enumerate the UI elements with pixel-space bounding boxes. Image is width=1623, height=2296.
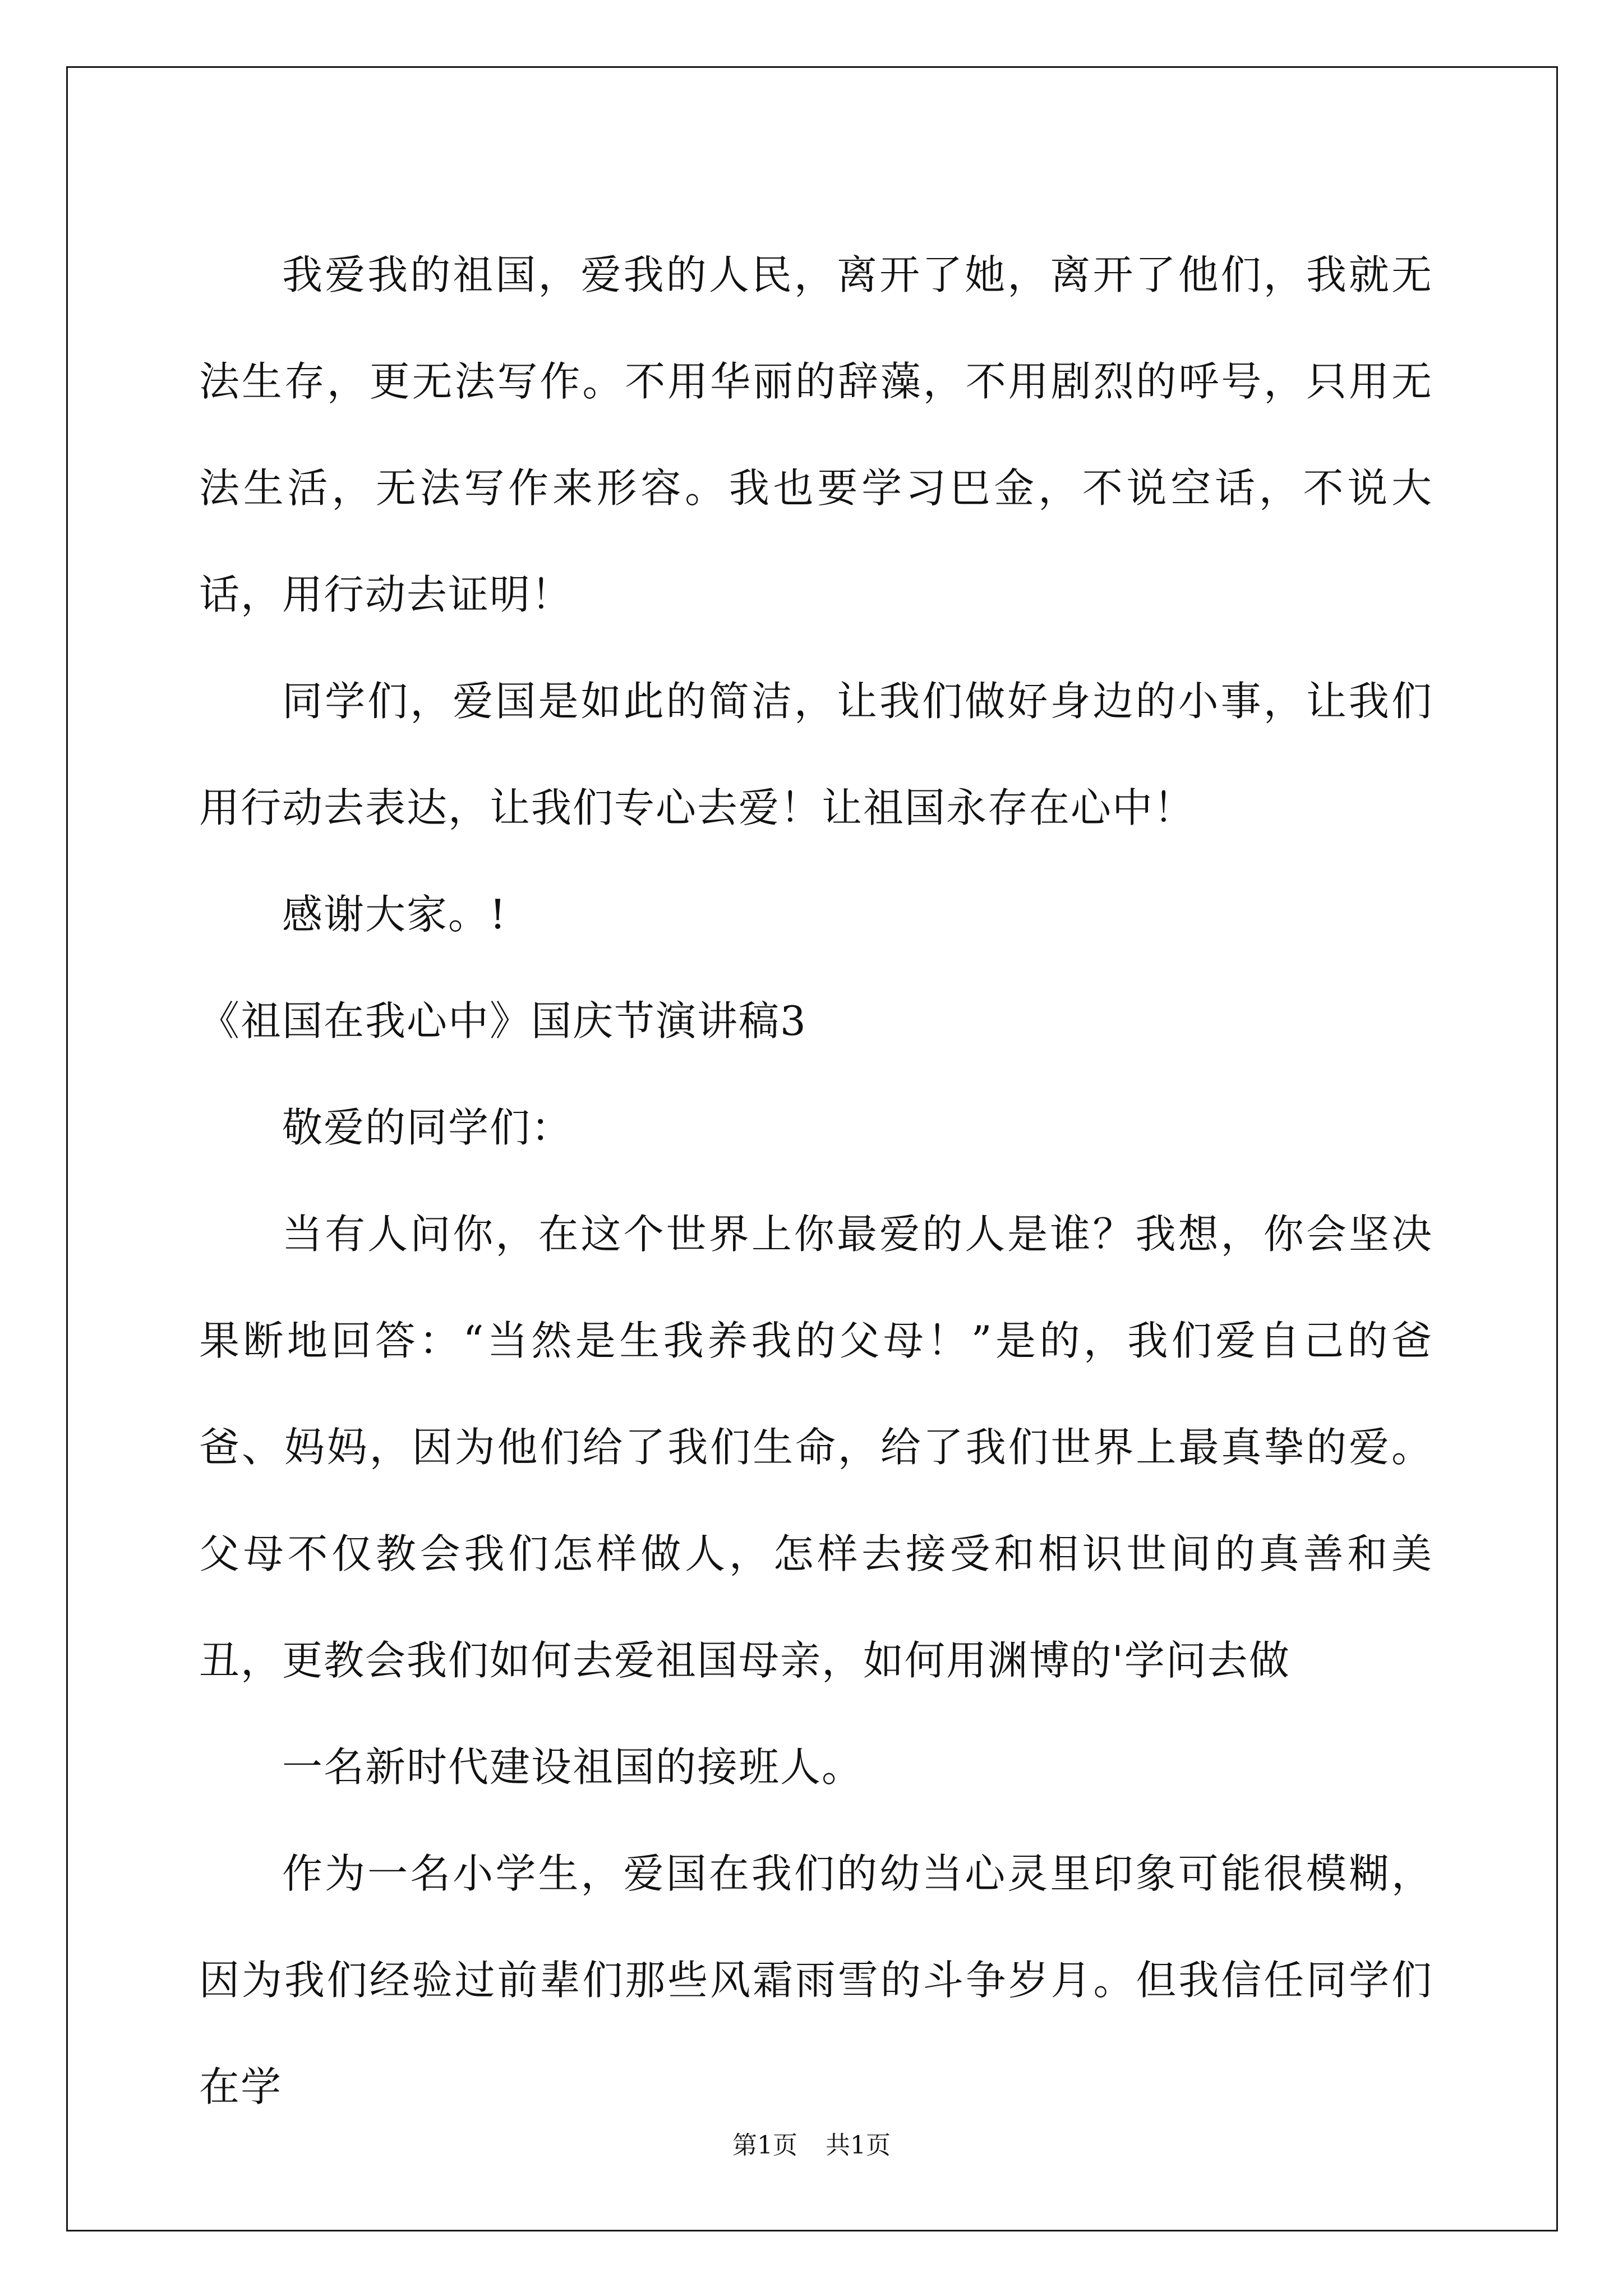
paragraph-parents: 当有人问你，在这个世界上你最爱的人是谁？我想，你会坚决果断地回答：“当然是生我养我的父母！”是的，我们爱自己的爸爸、妈妈，因为他们给了我们生命，给了我们世界上最真挚的爱。父母不仅教会我们怎样做人，怎样去接受和相识世间的真善和美丑，更教会我们如何去爱祖国母亲，如何用渊博的'学问去做 (199, 1211, 1433, 1684)
section-heading: 《祖国在我心中》国庆节演讲稿3 (199, 997, 807, 1045)
page-footer (0, 2129, 1623, 2162)
document-body (199, 222, 1433, 2140)
paragraph-salutation: 敬爱的同学们： (282, 1104, 573, 1151)
paragraph-classmates-love: 同学们，爱国是如此的简洁，让我们做好身边的小事，让我们用行动去表达，让我们专心去爱！让祖国永存在心中！ (199, 678, 1433, 831)
paragraph-successor: 一名新时代建设祖国的接班人。 (282, 1743, 864, 1791)
paragraph-thanks: 感谢大家。! (282, 891, 507, 938)
page-number: 第1页 (732, 2131, 797, 2160)
paragraph-patriotism-writing: 我爱我的祖国，爱我的人民，离开了她，离开了他们，我就无法生存，更无法写作。不用华丽的辞藻，不用剧烈的呼号，只用无法生活，无法写作来形容。我也要学习巴金，不说空话，不说大话，用行动去证明！ (199, 251, 1433, 618)
paragraph-student: 作为一名小学生，爱国在我们的幼当心灵里印象可能很模糊，因为我们经验过前辈们那些风霜雨雪的斗争岁月。但我信任同学们在学 (199, 1850, 1433, 2110)
page-total: 共1页 (826, 2131, 891, 2160)
